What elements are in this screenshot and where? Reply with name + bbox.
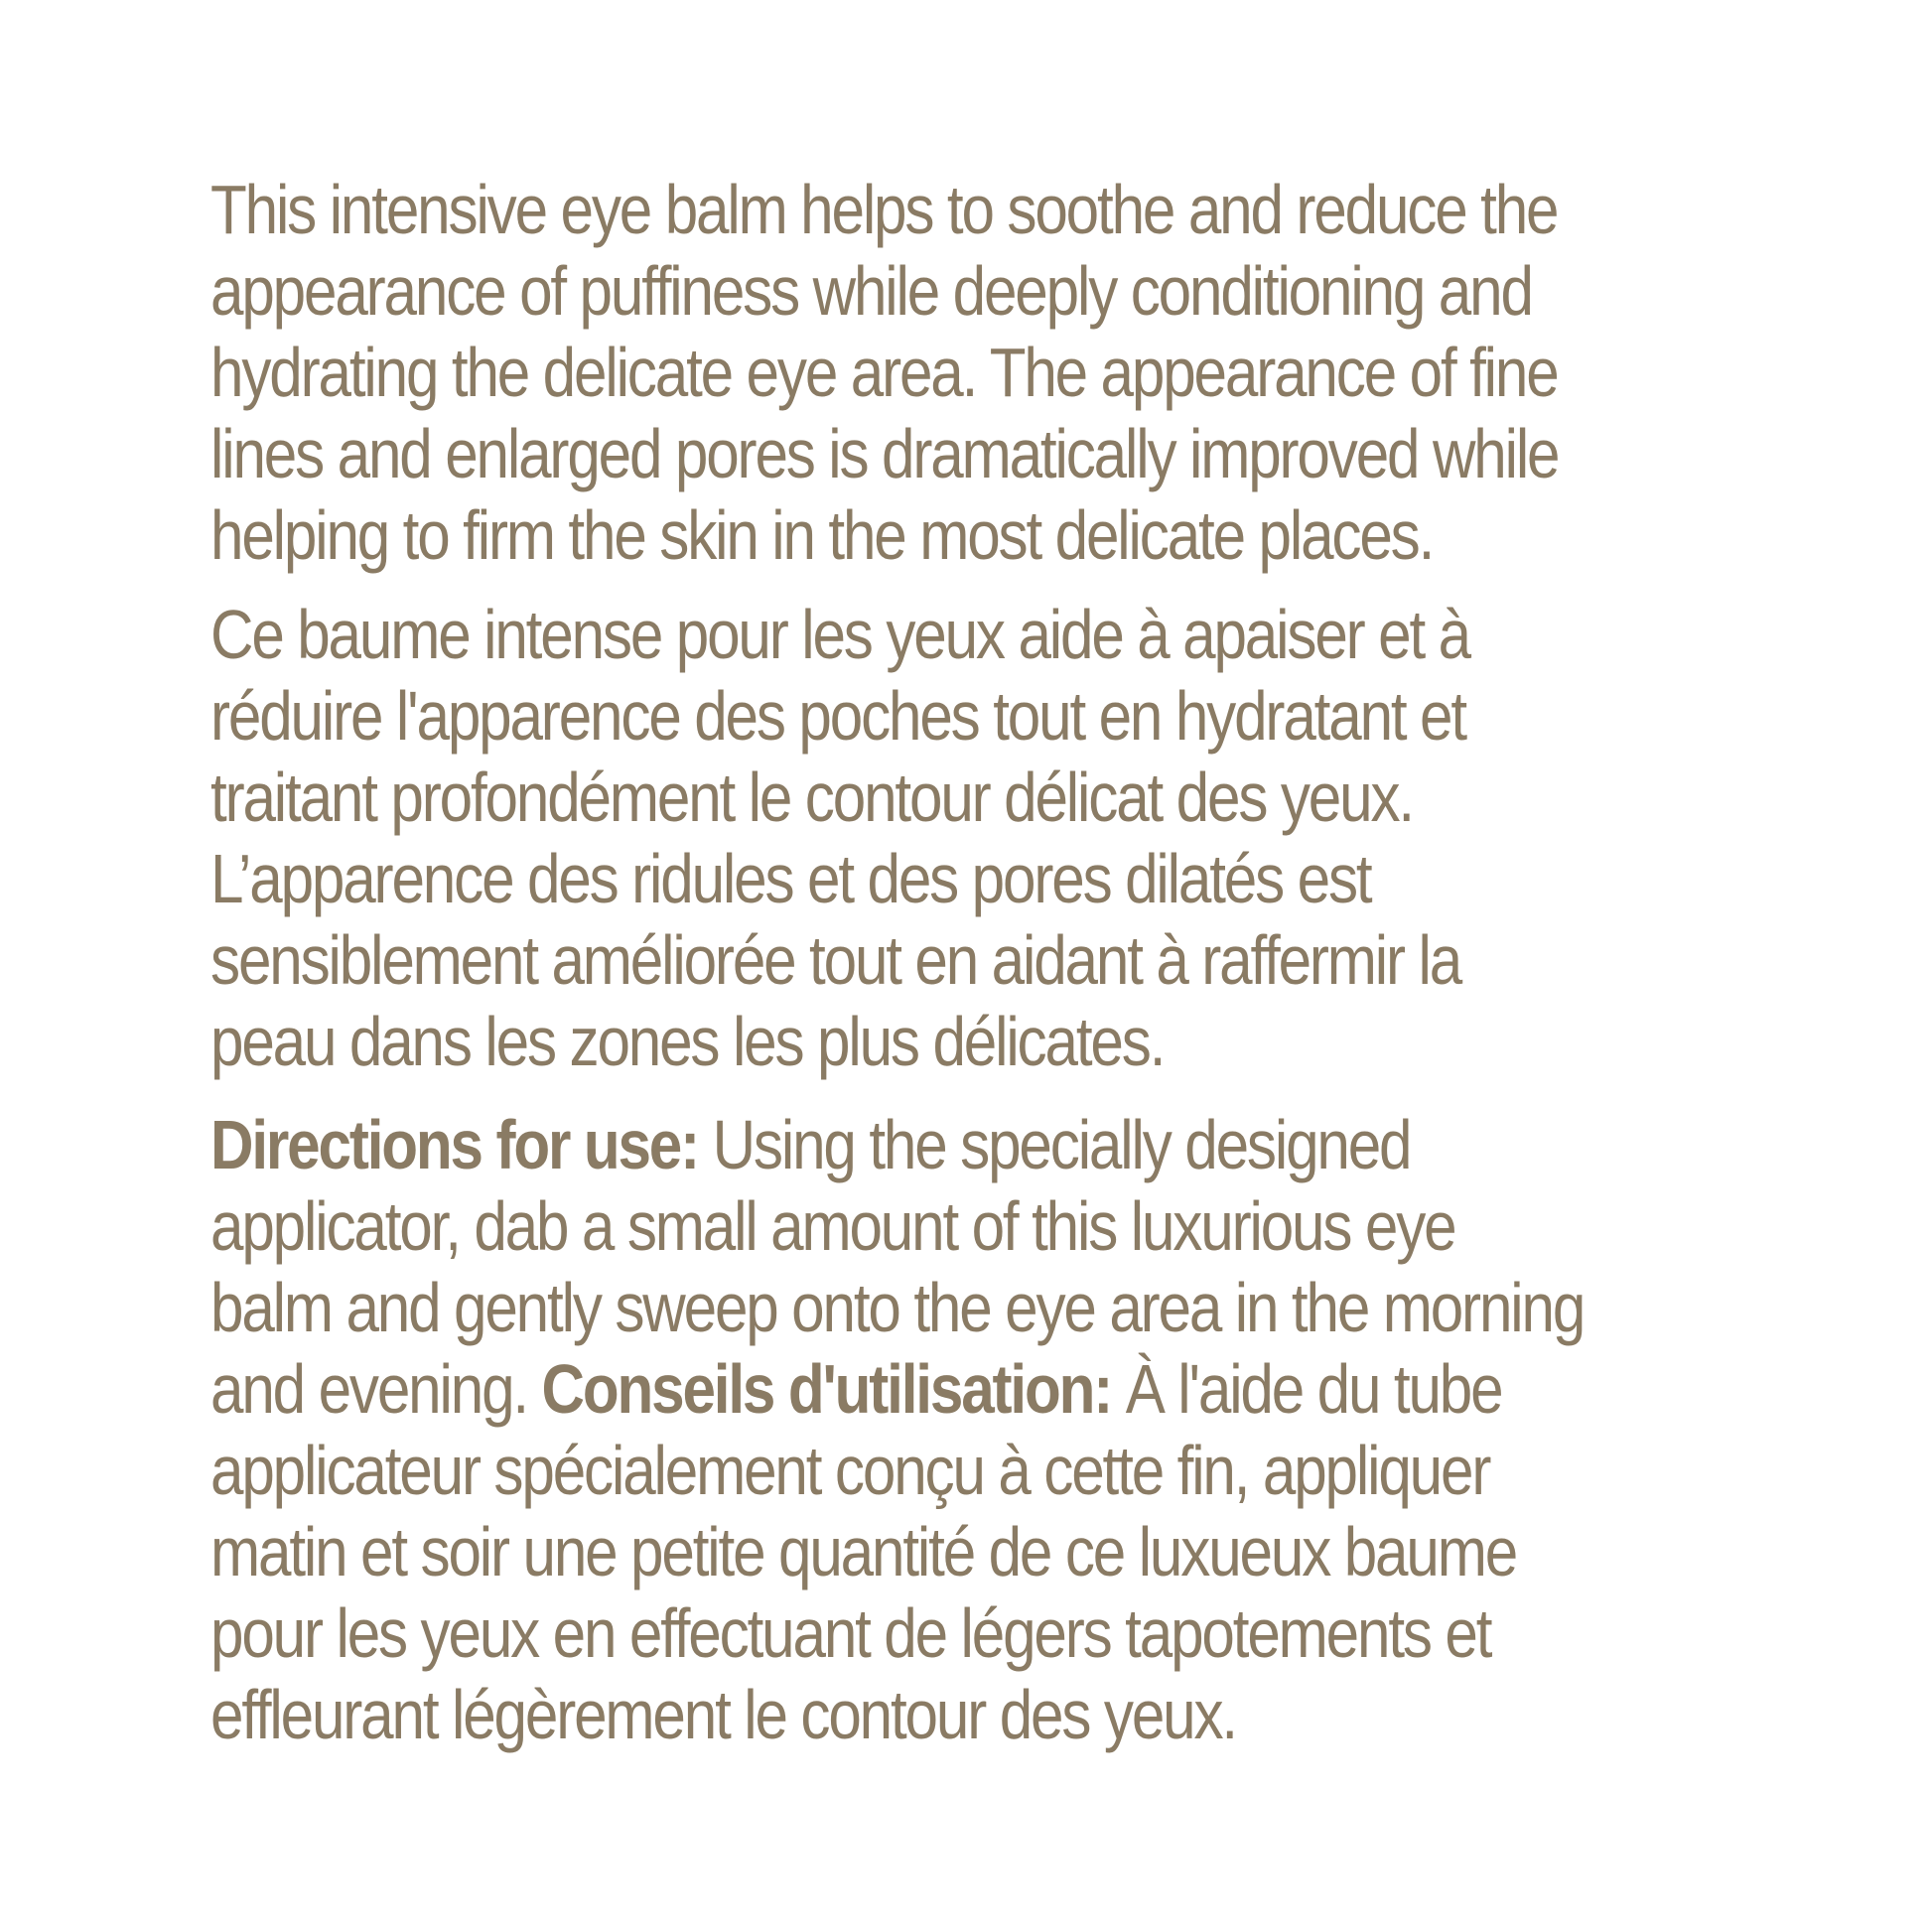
english-description-line: helping to firm the skin in the most delicate places. (210, 496, 1434, 574)
directions-line: applicateur spécialement conçu à cette fin, appliquer (210, 1432, 1490, 1509)
directions-line: balm and gently sweep onto the eye area in the morning (210, 1269, 1585, 1346)
french-description-paragraph (210, 594, 1543, 1082)
english-description-line: This intensive eye balm helps to soothe and reduce the (210, 171, 1558, 248)
directions-line: matin et soir une petite quantité de ce luxueux baume (210, 1513, 1517, 1590)
french-description-line: L’apparence des ridules et des pores dilatés est (210, 840, 1371, 917)
french-description-line: réduire l'apparence des poches tout en hydratant et (210, 677, 1465, 755)
english-description-paragraph (210, 169, 1559, 576)
directions-heading-french: Conseils d'utilisation: (541, 1350, 1112, 1428)
french-description-line: peau dans les zones les plus délicates. (210, 1003, 1165, 1080)
directions-heading-english: Directions for use: (210, 1106, 699, 1183)
directions-line: effleurant légèrement le contour des yeux. (210, 1676, 1237, 1753)
directions-line: pour les yeux en effectuant de légers tapotements et (210, 1594, 1491, 1672)
directions-line (210, 1104, 1543, 1185)
directions-text: and evening. (210, 1350, 542, 1428)
directions-line (210, 1348, 1543, 1430)
english-description-line: lines and enlarged pores is dramatically improved while (210, 415, 1559, 492)
english-description-line: appearance of puffiness while deeply conditioning and (210, 252, 1532, 330)
french-description-line: traitant profondément le contour délicat des yeux. (210, 759, 1414, 836)
directions-text: À l'aide du tube (1111, 1350, 1502, 1428)
directions-line: applicator, dab a small amount of this luxurious eye (210, 1187, 1455, 1265)
english-description-line: hydrating the delicate eye area. The appearance of fine (210, 334, 1558, 411)
french-description-line: sensiblement améliorée tout en aidant à raffermir la (210, 921, 1461, 999)
directions-paragraph (210, 1104, 1585, 1755)
french-description-line: Ce baume intense pour les yeux aide à apaiser et à (210, 596, 1469, 673)
directions-text: Using the specially designed (698, 1106, 1411, 1183)
product-description-text (210, 169, 1585, 1755)
